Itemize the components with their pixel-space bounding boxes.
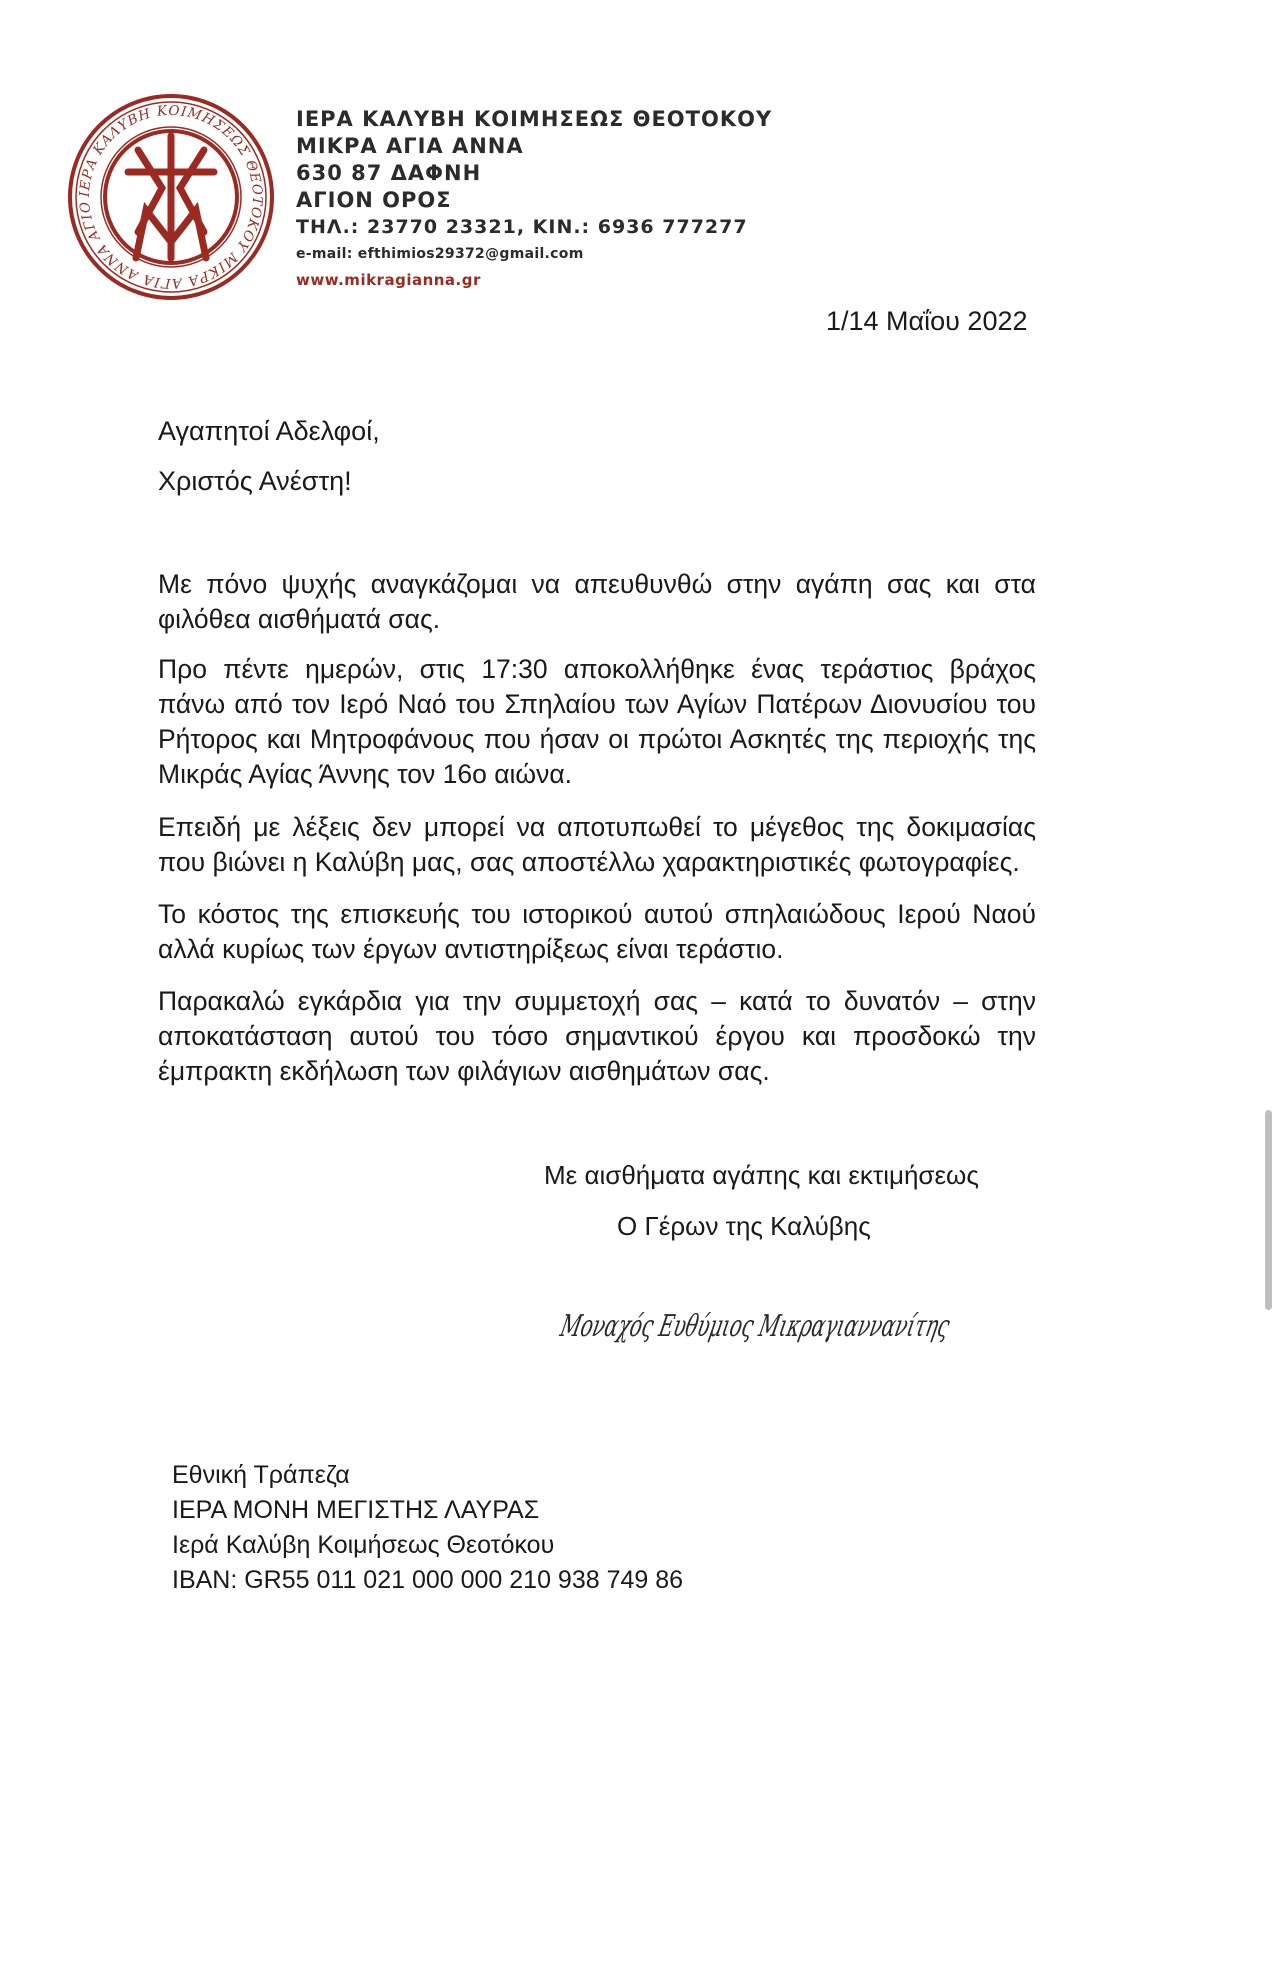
beneficiary: Ιερά Καλύβη Κοιμήσεως Θεοτόκου: [172, 1531, 555, 1559]
bank-name: Εθνική Τράπεζα: [172, 1461, 350, 1489]
bank-details: [172, 1458, 683, 1598]
monastery-website: www.mikragianna.gr: [296, 271, 481, 289]
monastery-location: ΜΙΚΡΑ ΑΓΙΑ ΑΝΝΑ: [296, 134, 524, 158]
monastery-phones: ΤΗΛ.: 23770 23321, ΚΙΝ.: 6936 777277: [296, 216, 748, 238]
body-paragraph-3: Επειδή με λέξεις δεν μπορεί να αποτυπωθεί το μέγεθος της δοκιμασίας που βιώνει η Καλύβη μας, σας αποστέλλω χαρακτηριστικές φωτογραφίες.: [158, 812, 1036, 877]
body-paragraph-5: Παρακαλώ εγκάρδια για την συμμετοχή σας – κατά το δυνατόν – στην αποκατάσταση αυτού του τόσο σημαντικού έργου και προσδοκώ την έμπρακτη εκδήλωση των φιλάγιων αισθημάτων σας.: [158, 986, 1036, 1086]
easter-greeting: Χριστός Ανέστη!: [158, 466, 352, 496]
salutation: Αγαπητοί Αδελφοί,: [158, 416, 380, 446]
iban: IBAN: GR55 011 021 000 000 210 938 749 86: [172, 1566, 684, 1594]
monastery-name: ΙΕΡΑ ΚΑΛΥΒΗ ΚΟΙΜΗΣΕΩΣ ΘΕΟΤΟΚΟΥ: [296, 107, 773, 131]
monastery-seal-logo: [66, 92, 276, 302]
svg-text:Μοναχός Ευθύμιος Μικραγιαννανί: Μοναχός Ευθύμιος Μικραγιαννανίτης: [557, 1309, 1155, 1344]
body-paragraph-2: Προ πέντε ημερών, στις 17:30 αποκολλήθηκε ένας τεράστιος βράχος πάνω από τον Ιερό Ναό του Σπηλαίου των Αγίων Πατέρων Διονυσίου του Ρήτορος και Μητροφάνους που ήσαν οι πρώτοι Ασκητές της περιοχής της Μικράς Αγίας Άννης τον 16ο αιώνα.: [158, 654, 1036, 789]
handwritten-signature: [556, 1284, 1155, 1364]
closing-regards: Με αισθήματα αγάπης και εκτιμήσεως: [544, 1160, 979, 1190]
closing-title: Ο Γέρων της Καλύβης: [617, 1211, 871, 1241]
letter-date: 1/14 Μαΐου 2022: [826, 306, 1028, 336]
monastery-postcode: 630 87 ΔΑΦΝΗ: [296, 161, 482, 185]
scrollbar-thumb[interactable]: [1265, 1110, 1272, 1310]
letterhead: [296, 106, 772, 293]
body-paragraph-1: Με πόνο ψυχής αναγκάζομαι να απευθυνθώ στην αγάπη σας και στα φιλόθεα αισθήματά σας.: [158, 569, 1036, 634]
monastery-email: e-mail: efthimios29372@gmail.com: [296, 246, 584, 262]
body-paragraph-4: Το κόστος της επισκευής του ιστορικού αυτού σπηλαιώδους Ιερού Ναού αλλά κυρίως των έργων αντιστηρίξεως είναι τεράστιο.: [158, 899, 1036, 964]
seal-ring-text: ΙΕΡΑ ΚΑΛΥΒΗ ΚΟΙΜΗΣΕΩΣ ΘΕΟΤΟΚΟΥ ΜΙΚΡΑ ΑΓΙΑ ΑΝΝΑ ΑΓΙΟ: [76, 102, 266, 292]
account-holder: ΙΕΡΑ ΜΟΝΗ ΜΕΓΙΣΤΗΣ ΛΑΥΡΑΣ: [172, 1496, 540, 1524]
monastery-region: ΑΓΙΟΝ ΟΡΟΣ: [296, 188, 452, 212]
